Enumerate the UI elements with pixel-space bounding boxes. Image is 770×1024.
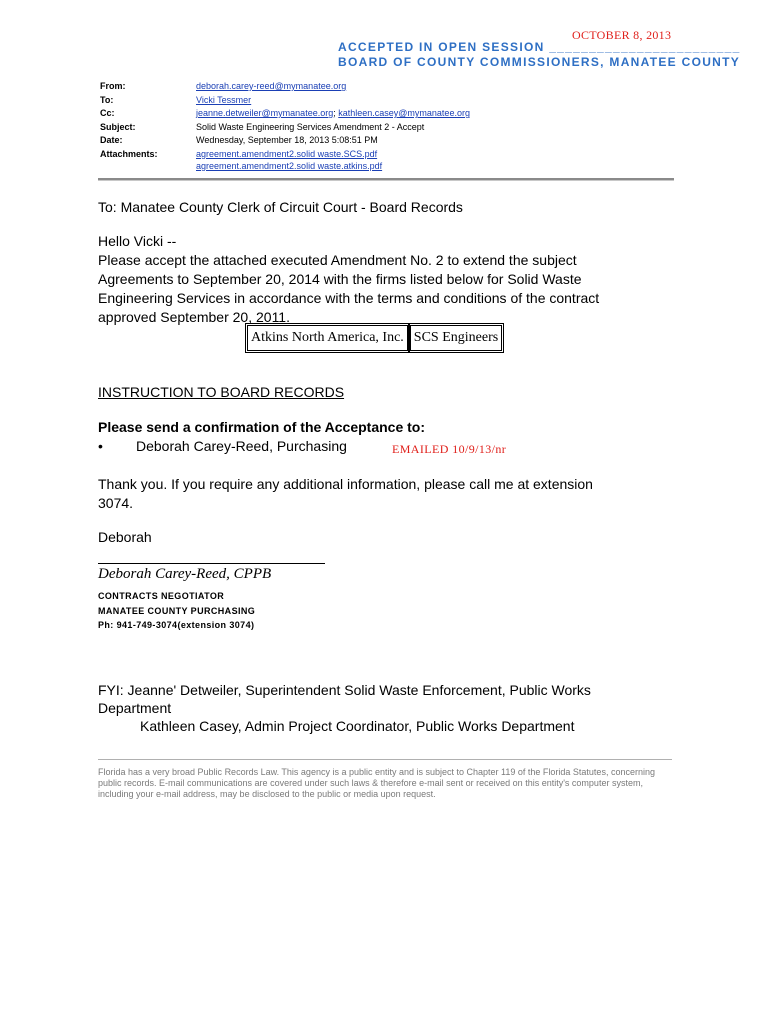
footer-divider xyxy=(98,759,672,760)
bullet-icon: • xyxy=(98,438,103,454)
firm-cell-scs: SCS Engineers xyxy=(410,325,502,351)
public-records-disclaimer: Florida has a very broad Public Records Law. This agency is a public entity and is subject to Chapter 119 of the Florida Statutes, concerning public records. E-mail communications are covered under such laws & therefore e-mail sent or received on this entity's computer system, including your e-mail address, may be disclosed to the public or media upon request. xyxy=(98,767,655,799)
to-recipient-link[interactable]: Vicki Tessmer xyxy=(196,95,252,105)
paragraph-line: Please accept the attached executed Amendment No. 2 to extend the subject xyxy=(98,252,577,268)
signature-department: MANATEE COUNTY PURCHASING xyxy=(98,606,256,616)
thanks-line: Thank you. If you require any additional information, please call me at extension xyxy=(98,476,593,492)
cc-separator: ; xyxy=(333,108,336,118)
request-paragraph xyxy=(98,251,599,327)
signature-phone: Ph: 941-749-3074(extension 3074) xyxy=(98,620,255,630)
confirmation-recipient: Deborah Carey-Reed, Purchasing xyxy=(136,438,347,454)
cc-label: Cc: xyxy=(100,108,115,118)
firms-table xyxy=(247,325,502,351)
addressee-line: To: Manatee County Clerk of Circuit Court - Board Records xyxy=(98,199,463,215)
attachment-link-2[interactable]: agreement.amendment2.solid waste.atkins.pdf xyxy=(196,161,383,171)
cc-email-link-2[interactable]: kathleen.casey@mymanatee.org xyxy=(338,108,470,118)
signature-title: CONTRACTS NEGOTIATOR xyxy=(98,591,225,601)
header-divider xyxy=(98,178,674,181)
confirmation-heading: Please send a confirmation of the Acceptance to: xyxy=(98,419,426,435)
attachment-link-1[interactable]: agreement.amendment2.solid waste.SCS.pdf xyxy=(196,149,378,159)
acceptance-date-stamp: OCTOBER 8, 2013 xyxy=(572,28,672,42)
signature-rule xyxy=(98,563,325,564)
fyi-line: Department xyxy=(98,700,172,716)
fyi-block xyxy=(98,681,591,717)
subject-value: Solid Waste Engineering Services Amendment 2 - Accept xyxy=(196,122,425,132)
thanks-line: 3074. xyxy=(98,495,134,511)
signoff-name: Deborah xyxy=(98,529,152,545)
to-label: To: xyxy=(100,95,114,105)
from-email-link[interactable]: deborah.carey-reed@mymanatee.org xyxy=(196,81,347,91)
firm-cell-atkins: Atkins North America, Inc. xyxy=(247,325,408,351)
signature-name: Deborah Carey-Reed, CPPB xyxy=(98,566,272,582)
attachments-label: Attachments: xyxy=(100,149,158,159)
paragraph-line: Engineering Services in accordance with the terms and conditions of the contract xyxy=(98,290,600,306)
greeting: Hello Vicki -- xyxy=(98,233,177,249)
thanks-paragraph xyxy=(98,475,593,513)
accepted-stamp-line: ACCEPTED IN OPEN SESSION ________________________ xyxy=(338,40,741,54)
paragraph-line: approved September 20, 2011. xyxy=(98,309,290,325)
emailed-stamp: EMAILED 10/9/13/nr xyxy=(392,442,507,456)
instruction-heading: INSTRUCTION TO BOARD RECORDS xyxy=(98,384,345,400)
fyi-line: FYI: Jeanne' Detweiler, Superintendent Solid Waste Enforcement, Public Works xyxy=(98,682,591,698)
date-label: Date: xyxy=(100,135,123,145)
date-value: Wednesday, September 18, 2013 5:08:51 PM xyxy=(196,135,378,145)
from-label: From: xyxy=(100,81,126,91)
cc-email-link-1[interactable]: jeanne.detweiler@mymanatee.org xyxy=(196,108,334,118)
cc-values xyxy=(196,107,470,120)
paragraph-line: Agreements to September 20, 2014 with the firms listed below for Solid Waste xyxy=(98,271,582,287)
fyi-line-casey: Kathleen Casey, Admin Project Coordinator, Public Works Department xyxy=(140,718,575,734)
subject-label: Subject: xyxy=(100,122,136,132)
board-stamp-line: BOARD OF COUNTY COMMISSIONERS, MANATEE COUNTY xyxy=(338,55,741,69)
